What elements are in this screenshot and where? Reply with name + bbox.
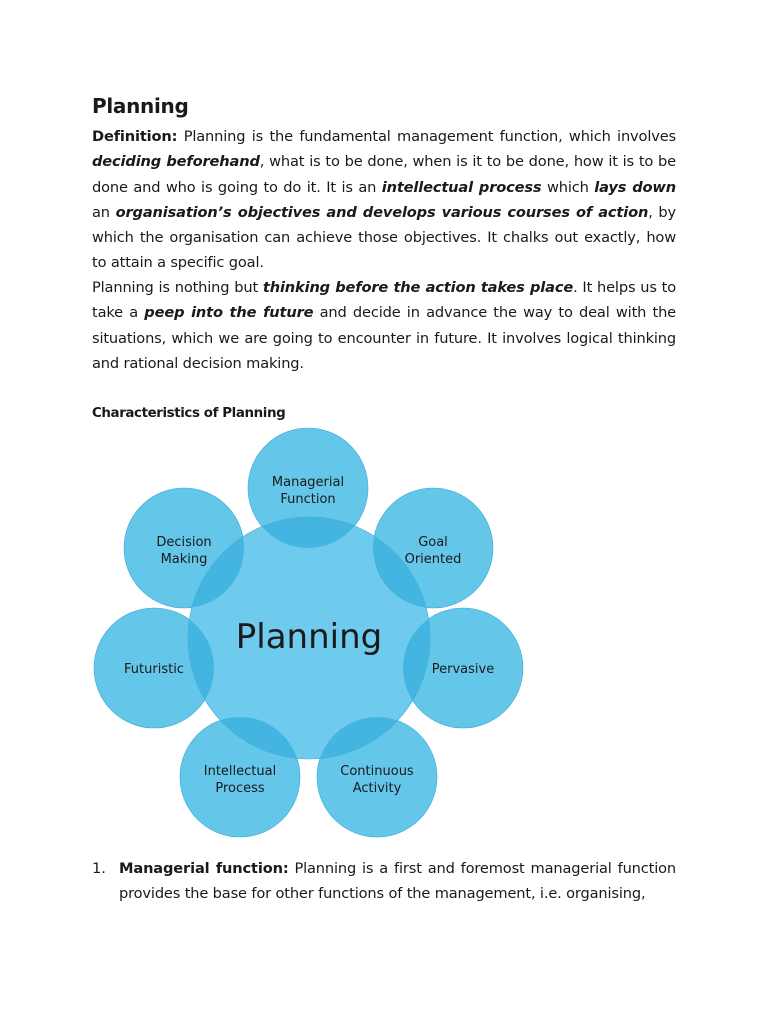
para2-emphasis-2: peep into the future	[144, 304, 314, 322]
definition-text-4: an	[92, 203, 116, 221]
list-item	[119, 856, 676, 907]
definition-emphasis-1: deciding beforehand	[92, 153, 260, 171]
definition-text-2: , what is to be done, when is it to be done, how it is to be done and who is going to do it. It is an	[92, 153, 676, 196]
node-label-3-line2: Activity	[352, 781, 402, 796]
node-label-3-line1: Continuous	[340, 764, 414, 779]
definition-colon: :	[171, 128, 178, 145]
definition-text-1: Planning is the fundamental management function, which involves	[177, 128, 676, 145]
definition-label: Definition	[92, 128, 172, 145]
node-label-6-line2: Making	[160, 552, 208, 567]
page-title: Planning	[92, 94, 189, 118]
definition-text-5: , by which the organisation can achieve those objectives. It chalks out exactly, how to attain a specific goal.	[92, 203, 676, 272]
node-label-2-line1: Pervasive	[431, 662, 495, 677]
definition-emphasis-2: intellectual process	[381, 178, 542, 196]
center-label: Planning	[235, 617, 383, 657]
definition-text-3: which	[541, 178, 595, 196]
node-label-0-line2: Function	[280, 492, 336, 507]
definition-emphasis-4: organisation’s objectives and develops various courses of action	[115, 203, 649, 221]
list-item-text: Planning is a first and foremost managerial function provides the base for other functions of the management, i.e. organising,	[119, 860, 677, 903]
node-label-6-line1: Decision	[156, 535, 212, 550]
node-label-1-line2: Oriented	[404, 552, 462, 567]
para2-emphasis-1: thinking before the action takes place	[262, 279, 574, 296]
node-label-4-line2: Process	[215, 781, 265, 796]
definition-emphasis-3: lays down	[594, 178, 677, 196]
node-label-5-line1: Futuristic	[124, 662, 184, 677]
list-item-colon: :	[282, 860, 289, 877]
node-label-1-line1: Goal	[418, 535, 448, 550]
para2-text-3: and decide in advance the way to deal with the situations, which we are going to encounter in future. It involves logical thinking and rational decision making.	[92, 304, 676, 372]
node-label-0-line1: Managerial	[271, 475, 345, 490]
para2-text-1: Planning is nothing but	[92, 279, 263, 296]
list-item-label: Managerial function	[119, 860, 283, 877]
list-item-number: 1.	[92, 860, 106, 877]
characteristics-heading: Characteristics of Planning	[92, 406, 286, 421]
para2-text-2: . It helps us to take a	[92, 279, 677, 322]
node-label-4-line1: Intellectual	[203, 764, 277, 779]
